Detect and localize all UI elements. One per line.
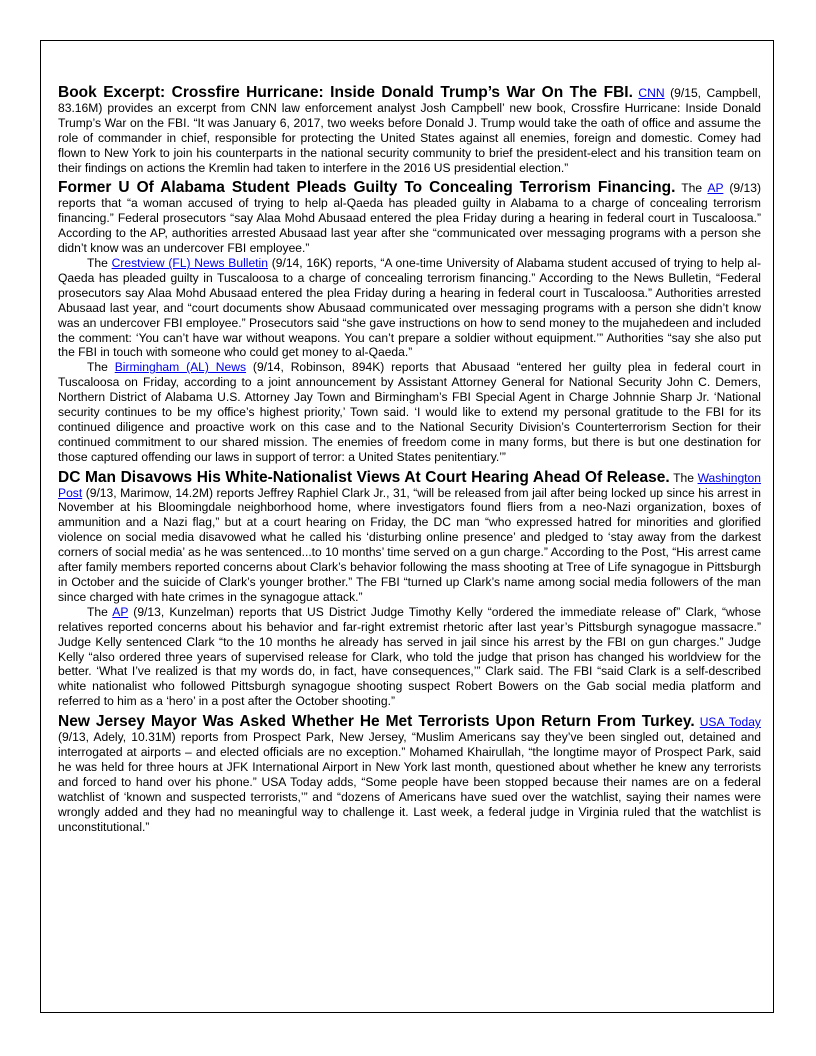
story-crossfire-hurricane bbox=[58, 86, 761, 175]
paragraph-lead: The bbox=[669, 470, 698, 485]
paragraph-text: (9/13, Adely, 10.31M) reports from Prospect Park, New Jersey, “Muslim Americans say they’ve been singled out, detained and interrogated at airports – and elected officials are no exception.” Mohamed Khairullah, “the longtime mayor of Prospect Park, said he was held for three hours at JFK International Airport in New York last month, questioned about whether he knew any terrorists and forced to hand over his phone.” USA Today adds, “Some people have been stopped because their names are on a federal watchlist of ‘known and suspected terrorists,’” and “dozens of Americans have sued over the watchlist, saying their names were wrongly added and they had no meaningful way to challenge it. Last week, a federal judge in Virginia ruled that the watchlist is unconstitutional.” bbox=[58, 730, 761, 834]
source-link-ap[interactable]: AP bbox=[707, 181, 724, 196]
source-link-ap[interactable]: AP bbox=[112, 604, 129, 619]
paragraph-lead: The bbox=[87, 360, 115, 375]
story-dc-man-white-nationalist bbox=[58, 468, 761, 710]
paragraph-lead: The bbox=[87, 604, 113, 619]
story-paragraph bbox=[58, 86, 761, 175]
source-link-crestview-news-bulletin[interactable]: Crestview (FL) News Bulletin bbox=[111, 255, 268, 270]
story-paragraph bbox=[58, 181, 761, 256]
story-paragraph bbox=[58, 605, 761, 709]
story-paragraph bbox=[58, 715, 761, 834]
story-headline: Book Excerpt: Crossfire Hurricane: Inside Donald Trump’s War On The FBI. bbox=[58, 84, 633, 101]
story-headline: Former U Of Alabama Student Pleads Guilty To Concealing Terrorism Financing. bbox=[58, 179, 676, 197]
story-headline: DC Man Disavows His White-Nationalist Views At Court Hearing Ahead Of Release. bbox=[58, 468, 670, 486]
source-link-birmingham-news[interactable]: Birmingham (AL) News bbox=[114, 360, 247, 375]
paragraph-text: (9/13, Kunzelman) reports that US District Judge Timothy Kelly “ordered the immediate release of” Clark, “whose relatives reported concerns about his behavior and far-right extremist rhetoric after last year’s Pittsburgh synagogue massacre.” Judge Kelly sentenced Clark “to the 10 months he already has served in jail since his arrest by the FBI on gun charges.” Judge Kelly “also ordered three years of supervised release for Clark, who told the judge that prison has changed his worldview for the better. ‘What I’ve realized is that my words do, in fact, have consequences,’” Clark said. The FBI “said Clark is a self-described white nationalist who followed Pittsburgh synagogue shooting suspect Robert Bowers on the Gab social media platform and referred to him as a ‘hero’ in a post after the October shooting.” bbox=[58, 604, 761, 709]
source-link-usa-today[interactable]: USA Today bbox=[699, 715, 761, 730]
paragraph-text: (9/13, Marimow, 14.2M) reports Jeffrey Raphiel Clark Jr., 31, “will be released from jail after being locked up since his arrest in November at his Bloomingdale neighborhood home, where investigators found fliers from a neo-Nazi organization, boxes of ammunition and a Nazi flag,” but at a court hearing on Friday, the DC man “who expressed hatred for minorities and glorified violence on social media disavowed what he called his ‘disturbing online presence’ and pledged to ‘stay away from the darkest corners of social media’ as he was sentenced...to 10 months’ time served on a gun charge.” According to the Post, “His arrest came after family members reported concerns about Clark’s behavior following the mass shooting at Tree of Life synagogue in Pittsburgh in October and the suicide of Clark’s younger brother.” The FBI “turned up Clark’s name among social media followers of the man since charged with hate crimes in the synagogue attack.” bbox=[58, 485, 761, 604]
story-paragraph bbox=[58, 468, 761, 605]
story-headline: New Jersey Mayor Was Asked Whether He Met Terrorists Upon Return From Turkey. bbox=[58, 713, 695, 731]
document-body bbox=[58, 86, 761, 840]
source-link-washington-post[interactable]: Washington Post bbox=[58, 470, 761, 500]
paragraph-lead: The bbox=[675, 181, 708, 196]
paragraph-text: (9/15, Campbell, 83.16M) provides an excerpt from CNN law enforcement analyst Josh Campbell’ new book, Crossfire Hurricane: Inside Donald Trump’s War on the FBI. “It was January 6, 2017, two weeks before Donald J. Trump would take the oath of office and assume the role of commander in chief, responsible for protecting the United States against all enemies, foreign and domestic. Comey had flown to New York to join his counterparts in the national security community to brief the president-elect and his transition team on their findings on actions the Kremlin had taken to interfere in the 2016 US presidential election.” bbox=[58, 86, 761, 175]
paragraph-lead: The bbox=[87, 255, 112, 270]
story-paragraph bbox=[58, 360, 761, 464]
paragraph-text: (9/14, 16K) reports, “A one-time University of Alabama student accused of trying to help al-Qaeda has pleaded guilty in Tuscaloosa to a charge of concealing terrorism financing.” According to the News Bulletin, “Federal prosecutors say Alaa Mohd Abusaad entered the plea Friday during a hearing in federal court in Tuscaloosa.” Authorities arrested Abusaad last year, and “court documents show Abusaad communicated over messaging programs with a person she didn’t know was an undercover FBI employee.” Prosecutors said “she gave instructions on how to send money to the mujahedeen and included the comment: ‘You can’t have war without weapons. You can’t prepare a soldier without equipment.’” Authorities “say she also put the FBI in touch with someone who could get money to al-Qaeda.” bbox=[58, 255, 761, 360]
story-new-jersey-mayor bbox=[58, 715, 761, 834]
document-page bbox=[40, 40, 774, 1013]
source-link-cnn[interactable]: CNN bbox=[638, 86, 665, 100]
paragraph-text: (9/13) reports that “a woman accused of trying to help al-Qaeda has pleaded guilty in Alabama to a charge of concealing terrorism financing.” Federal prosecutors “say Alaa Mohd Abusaad entered the plea Friday during a hearing in federal court in Tuscaloosa.” According to the AP, authorities arrested Abusaad last year after she “communicated over messaging programs with a person she didn’t know was an undercover FBI employee.” bbox=[58, 181, 761, 256]
story-paragraph bbox=[58, 256, 761, 360]
story-alabama-terrorism-financing bbox=[58, 181, 761, 464]
paragraph-text: (9/14, Robinson, 894K) reports that Abusaad “entered her guilty plea in federal court in Tuscaloosa on Friday, according to a joint announcement by Assistant Attorney General for National Security John C. Demers, Northern District of Alabama U.S. Attorney Jay Town and Birmingham’s FBI Special Agent in Charge Johnnie Sharp Jr. ‘National security continues to be my office’s highest priority,’ Town said. ‘I would like to extend my personal gratitude to the FBI for its continued diligence and proactive work on this case and to the National Security Division’s Counterterrorism Section for their continued commitment to our shared mission. The enemies of freedom come in many forms, but there is but one destination for those captured offending our laws in support of terror: a United States penitentiary.’” bbox=[58, 360, 761, 464]
